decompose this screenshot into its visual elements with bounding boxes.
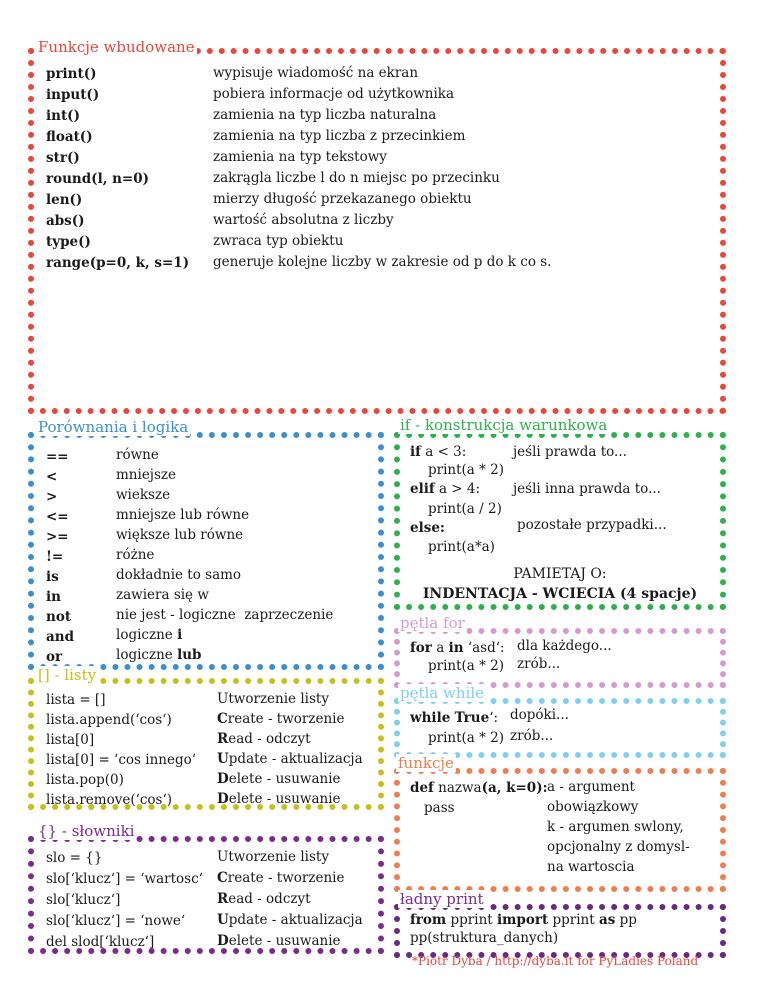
lists-code: lista.append(‘cos‘) [46,712,172,728]
logic-operator: is [46,569,59,585]
dicts-operation: Utworzenie listy [217,849,329,865]
builtin-function-desc: wypisuje wiadomość na ekran [213,65,419,81]
lists-operation: Create - tworzenie [217,711,345,727]
functions-body-line: pass [424,800,455,816]
function-note: a - argument [547,779,635,795]
lists-operation: Utworzenie listy [217,691,329,707]
builtin-function-name: abs() [46,213,85,229]
dicts-operation: Read - odczyt [217,891,311,907]
logic-operator: >= [46,529,69,545]
logic-desc: logiczne lub [116,647,202,663]
while-note-2: zrób... [510,728,554,744]
while-title: pętla while [400,684,484,702]
logic-desc: dokładnie to samo [116,567,242,583]
logic-desc: wieksze [116,487,171,503]
logic-desc: różne [116,547,155,563]
if-line-2: print(a * 2) [428,462,505,478]
for-note-1: dla każdego... [517,638,612,654]
pprint-title: ładny print [400,890,484,908]
functions-title: funkcje [398,754,454,772]
dicts-operation: Update - aktualizacja [217,912,363,928]
if-line-5: else: [410,520,445,536]
lists-code: lista.pop(0) [46,772,124,788]
logic-section [28,432,384,670]
logic-operator: or [46,649,63,665]
lists-code: lista[0] [46,732,95,748]
if-line-4: print(a / 2) [428,501,502,517]
builtin-function-name: type() [46,234,91,250]
logic-desc: mniejsze [116,467,177,483]
lists-operation: Update - aktualizacja [217,751,363,767]
builtin-function-name: round(l, n=0) [46,171,150,187]
dicts-operation: Delete - usuwanie [217,933,341,949]
logic-desc: zawiera się w [116,587,209,603]
builtin-function-desc: zamienia na typ tekstowy [213,149,387,165]
builtin-function-name: print() [46,66,97,82]
builtin-function-desc: zamienia na typ liczba z przecinkiem [213,128,466,144]
lists-code: lista[0] = ‘cos innego‘ [46,752,197,768]
builtin-function-name: range(p=0, k, s=1) [46,255,190,271]
dicts-code: slo[‘klucz‘] = ‘nowe‘ [46,913,186,929]
for-title: pętla for [400,614,465,632]
logic-desc: nie jest - logiczne zaprzeczenie [116,607,334,623]
lists-operation: Delete - usuwanie [217,791,341,807]
if-note-5: pozostałe przypadki... [517,517,667,533]
dicts-code: slo = {} [46,850,103,866]
logic-operator: not [46,609,72,625]
logic-operator: == [46,449,69,465]
if-line-3: elif a > 4: [410,481,481,497]
dicts-title: {} - słowniki [38,822,135,840]
logic-operator: <= [46,509,69,525]
logic-desc: mniejsze lub równe [116,507,250,523]
functions-def-line: def nazwa(a, k=0): [410,780,548,796]
pprint-line-2: pp(struktura_danych) [410,930,559,946]
logic-title: Porównania i logika [38,418,189,436]
builtin-function-desc: pobiera informacje od użytkownika [213,86,455,102]
function-note: na wartoscia [547,859,635,875]
logic-desc: większe lub równe [116,527,244,543]
if-line-1: if a < 3: [410,444,467,460]
remember-text: INDENTACJA - WCIECIA (4 spacje) [422,586,698,602]
remember-heading: PAMIETAJ O: [513,566,607,582]
if-title: if - konstrukcja warunkowa [400,416,608,434]
if-line-6: print(a*a) [428,539,495,555]
logic-operator: > [46,489,58,505]
dicts-code: slo[‘klucz‘] = ‘wartosc‘ [46,871,203,887]
lists-operation: Delete - usuwanie [217,771,341,787]
builtin-function-desc: wartość absolutna z liczby [213,212,394,228]
dicts-code: slo[‘klucz‘] [46,892,121,908]
builtin-function-name: input() [46,87,100,103]
builtin-function-desc: mierzy długość przekazanego obiektu [213,191,472,207]
lists-operation: Read - odczyt [217,731,311,747]
function-note: obowiązkowy [547,799,639,815]
builtin-function-desc: zwraca typ obiektu [213,233,344,249]
while-line-2: print(a * 2) [428,730,505,746]
function-note: k - argumen swlony, [547,819,684,835]
builtin-function-name: len() [46,192,83,208]
for-line-2: print(a * 2) [428,658,505,674]
dicts-code: del slod[‘klucz‘] [46,934,155,950]
builtin-function-name: str() [46,150,80,166]
builtin-function-desc: generuje kolejne liczby w zakresie od p do k co s. [213,254,552,270]
builtin-function-name: int() [46,108,80,124]
logic-desc: logiczne i [116,627,183,643]
lists-title: [] - listy [38,666,97,684]
if-note-3: jeśli inna prawda to... [513,481,661,497]
builtin-function-desc: zakrągla liczbe l do n miejsc po przecinku [213,170,500,186]
logic-operator: and [46,629,75,645]
dicts-operation: Create - tworzenie [217,870,345,886]
while-line-1: while True‘: [410,710,499,726]
if-note-1: jeśli prawda to... [513,444,627,460]
logic-desc: równe [116,447,159,463]
lists-code: lista.remove(‘cos‘) [46,792,173,808]
while-note-1: dopóki... [510,707,569,723]
logic-operator: != [46,549,64,565]
footer-credit: *Piotr Dyba / http://dyba.it for PyLadies Poland [412,954,699,968]
lists-code: lista = [] [46,692,106,708]
builtin-function-desc: zamienia na typ liczba naturalna [213,107,437,123]
builtins-title: Funkcje wbudowane [38,38,195,56]
pprint-line-1: from pprint import pprint as pp [410,912,637,928]
for-note-2: zrób... [517,656,561,672]
logic-operator: < [46,469,58,485]
builtin-function-name: float() [46,129,93,145]
for-line-1: for a in ‘asd‘: [410,640,505,656]
logic-operator: in [46,589,61,605]
function-note: opcjonalny z domysl- [547,839,690,855]
